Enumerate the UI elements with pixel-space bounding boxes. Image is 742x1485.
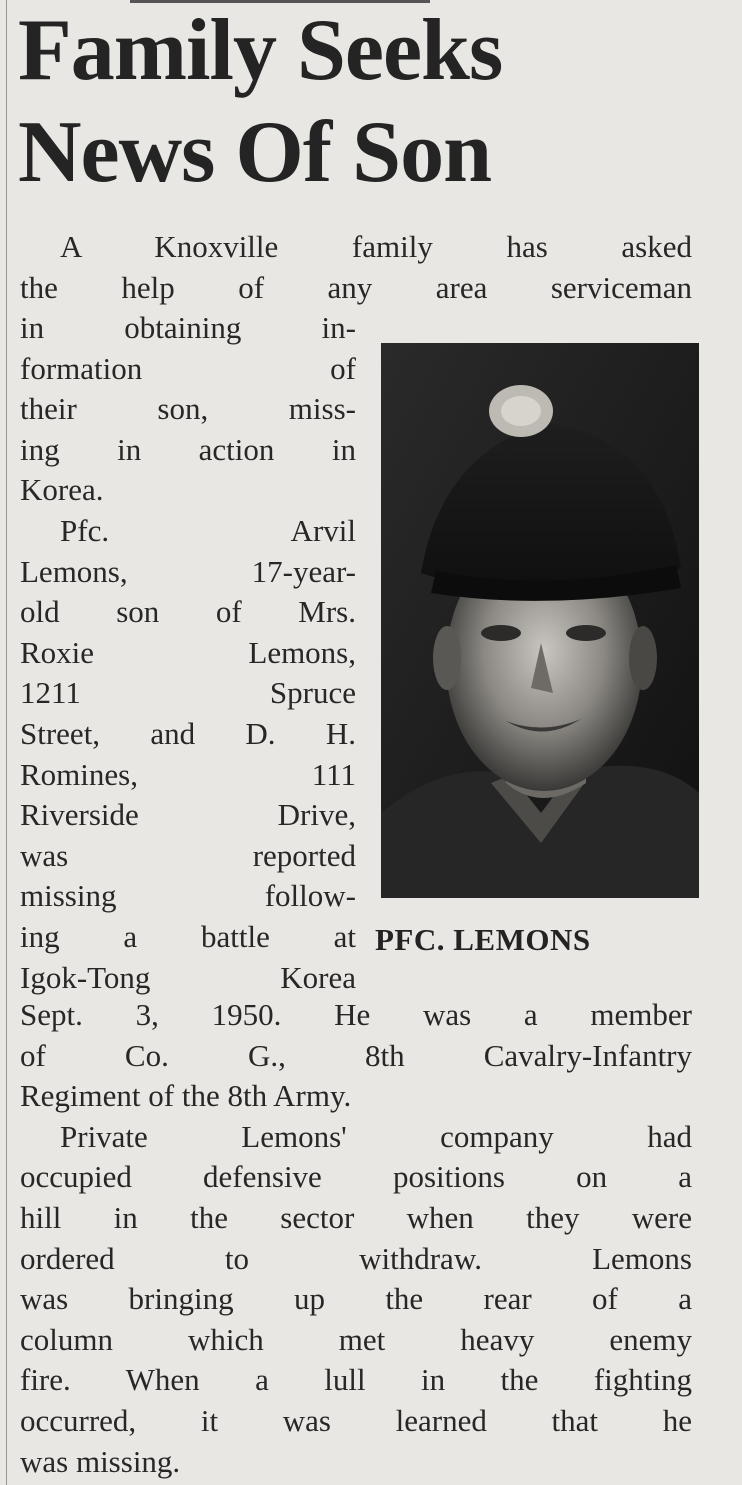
headline-line-1: Family Seeks	[18, 2, 503, 99]
intro-paragraph	[20, 227, 692, 308]
article-line: ing a battle at	[20, 918, 356, 954]
article-line: Lemons, 17-year-	[20, 553, 356, 589]
article-line: Pfc. Arvil	[60, 512, 356, 548]
article-line: was reported	[20, 837, 356, 873]
article-line: formation of	[20, 350, 356, 386]
article-line: A Knoxville family has asked	[60, 229, 692, 264]
article-line: occurred, it was learned that he	[20, 1402, 692, 1438]
article-line: was bringing up the rear of a	[20, 1281, 692, 1317]
article-line: Korea.	[20, 472, 104, 508]
headline	[18, 0, 728, 204]
article-line: Street, and D. H.	[20, 715, 356, 751]
article-line: column which met heavy enemy	[20, 1321, 692, 1357]
article-line: Romines, 111	[20, 756, 356, 792]
article-line: occupied defensive positions on a	[20, 1159, 692, 1195]
article-line: Regiment of the 8th Army.	[20, 1078, 352, 1114]
article-line: Private Lemons' company had	[60, 1118, 692, 1154]
headline-line-2: News Of Son	[18, 104, 492, 201]
article-line: was missing.	[20, 1443, 181, 1479]
article-line: 1211 Spruce	[20, 675, 356, 711]
column-rule	[6, 0, 7, 1485]
soldier-portrait-photo	[381, 343, 699, 898]
article-line: Riverside Drive,	[20, 797, 356, 833]
portrait-image	[381, 343, 699, 898]
article-line: Igok-Tong Korea	[20, 959, 356, 995]
article-line: fire. When a lull in the fighting	[20, 1362, 692, 1398]
full-width-text	[20, 995, 692, 1482]
article-line: in obtaining in-	[20, 310, 356, 345]
photo-caption: PFC. LEMONS	[375, 922, 591, 957]
article-line: their son, miss-	[20, 391, 356, 427]
article-line: the help of any area serviceman	[20, 269, 692, 305]
article-line: ing in action in	[20, 431, 356, 467]
article-line: old son of Mrs.	[20, 594, 356, 630]
article-line: Roxie Lemons,	[20, 634, 356, 670]
article-line: missing follow-	[20, 878, 356, 914]
article-line: hill in the sector when they were	[20, 1199, 692, 1235]
article-line: Sept. 3, 1950. He was a member	[20, 997, 692, 1032]
article-line: of Co. G., 8th Cavalry-Infantry	[20, 1037, 692, 1073]
article-line: ordered to withdraw. Lemons	[20, 1240, 692, 1276]
narrow-column-text	[20, 308, 356, 998]
